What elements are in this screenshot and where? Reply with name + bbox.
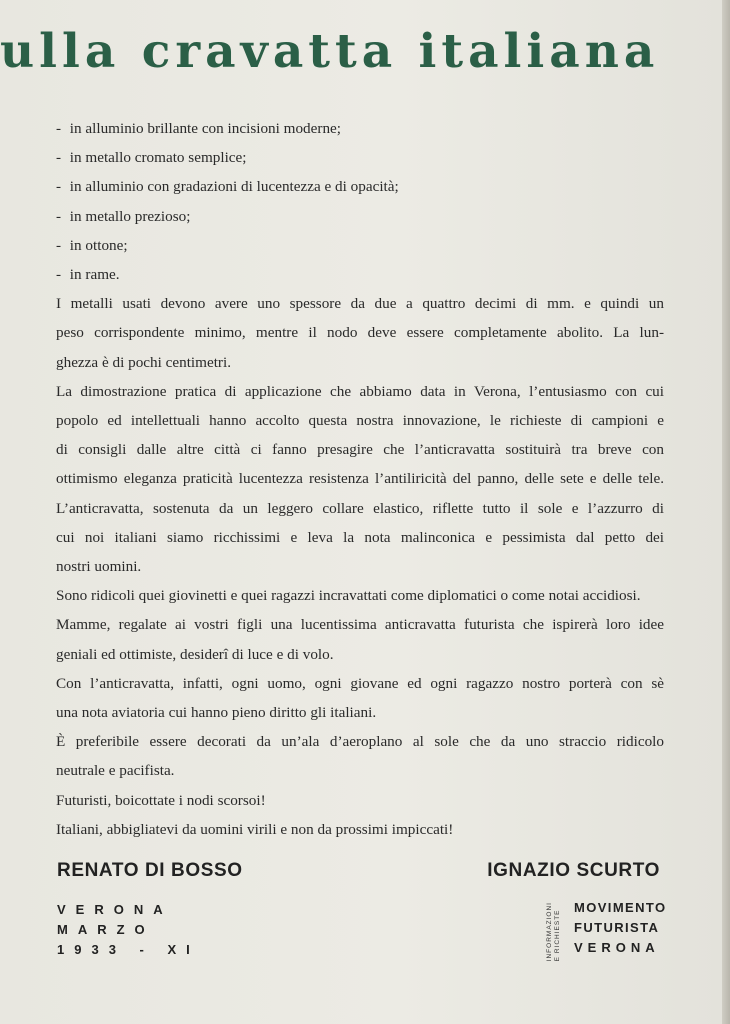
paragraph-anticravatta [56, 494, 664, 582]
place-month: MARZO [57, 922, 155, 937]
text-line: ottimismo eleganza praticità lucentezza resistenza l’antiliricità del panno, delle sete e delle tele. [56, 470, 664, 488]
text-line: È preferibile essere decorati da un’ala d’aeroplano al sole che da uno straccio ridicolo [56, 733, 664, 751]
stamp-line: MOVIMENTO [574, 900, 667, 915]
page-title: ulla cravatta italiana [0, 24, 660, 79]
list-item: - in rame. [56, 266, 120, 284]
place-city: VERONA [57, 902, 173, 917]
text-line: I metalli usati devono avere uno spessore da due a quattro decimi di mm. e quindi un [56, 295, 664, 313]
signature-right: IGNAZIO SCURTO [487, 860, 660, 881]
text-line: peso corrispondente minimo, mentre il nodo deve essere completamente abolito. La lun- [56, 324, 664, 342]
stamp-side-text: INFORMAZIONI E RICHIESTE [546, 902, 561, 962]
text-line: nostri uomini. [56, 558, 142, 576]
list-item: - in metallo prezioso; [56, 207, 191, 225]
text-line: ghezza è di pochi centimetri. [56, 353, 231, 371]
stamp-line: VERONA [574, 940, 660, 955]
text-line: popolo ed intellettuali hanno accolto questa nostra innovazione, le richieste di campioni e [56, 412, 664, 430]
list-item: - in ottone; [56, 236, 128, 254]
text-line: La dimostrazione pratica di applicazione che abbiamo data in Verona, l’entusiasmo con cui [56, 382, 664, 400]
stamp-lines [574, 898, 667, 958]
movement-stamp [548, 896, 678, 962]
text-line: di consigli dalle altre città ci fanno presagire che l’anticravatta sostituirà tra breve con [56, 441, 664, 459]
text-line: Mamme, regalate ai vostri figli una lucentissima anticravatta futurista che ispirerà loro idee [56, 616, 664, 634]
paragraph-metals [56, 289, 664, 377]
paragraph-mamme [56, 610, 664, 668]
list-item: - in alluminio brillante con incisioni moderne; [56, 120, 342, 137]
place-year: 1933 - XI [57, 942, 200, 957]
paragraph-decorati [56, 727, 664, 785]
place-date [57, 900, 200, 960]
materials-list [56, 114, 664, 289]
signature-left: RENATO DI BOSSO [57, 860, 243, 881]
slogan-futuristi: Futuristi, boicottate i nodi scorsoi! [56, 791, 266, 809]
text-line: neutrale e pacifista. [56, 762, 175, 780]
text-line: Sono ridicoli quei giovinetti e quei ragazzi incravattati come diplomatici o come notai accidiosi. [56, 587, 641, 605]
stamp-line: FUTURISTA [574, 920, 660, 935]
paper-edge [722, 0, 730, 1024]
manifesto-body [56, 114, 664, 844]
list-item: - in alluminio con gradazioni di lucentezza e di opacità; [56, 178, 399, 196]
text-line: Con l’anticravatta, infatti, ogni uomo, ogni giovane ed ogni ragazzo nostro porterà con sè [56, 674, 664, 692]
slogan-italiani: Italiani, abbigliatevi da uomini virili e non da prossimi impiccati! [56, 820, 454, 838]
text-line: cui noi italiani siamo ricchissimi e leva la nota malinconica e pessimista dal petto dei [56, 528, 664, 546]
paragraph-ridicoli [56, 581, 664, 610]
text-line: una nota aviatoria cui hanno pieno diritto gli italiani. [56, 704, 377, 722]
paragraph-aviatoria [56, 669, 664, 727]
text-line: L’anticravatta, sostenuta da un leggero collare elastico, riflette tutto il sole e l’azzurro di [56, 499, 664, 517]
paragraph-demonstration [56, 377, 664, 494]
list-item: - in metallo cromato semplice; [56, 149, 247, 167]
text-line: geniali ed ottimiste, desiderî di luce e di volo. [56, 645, 334, 663]
